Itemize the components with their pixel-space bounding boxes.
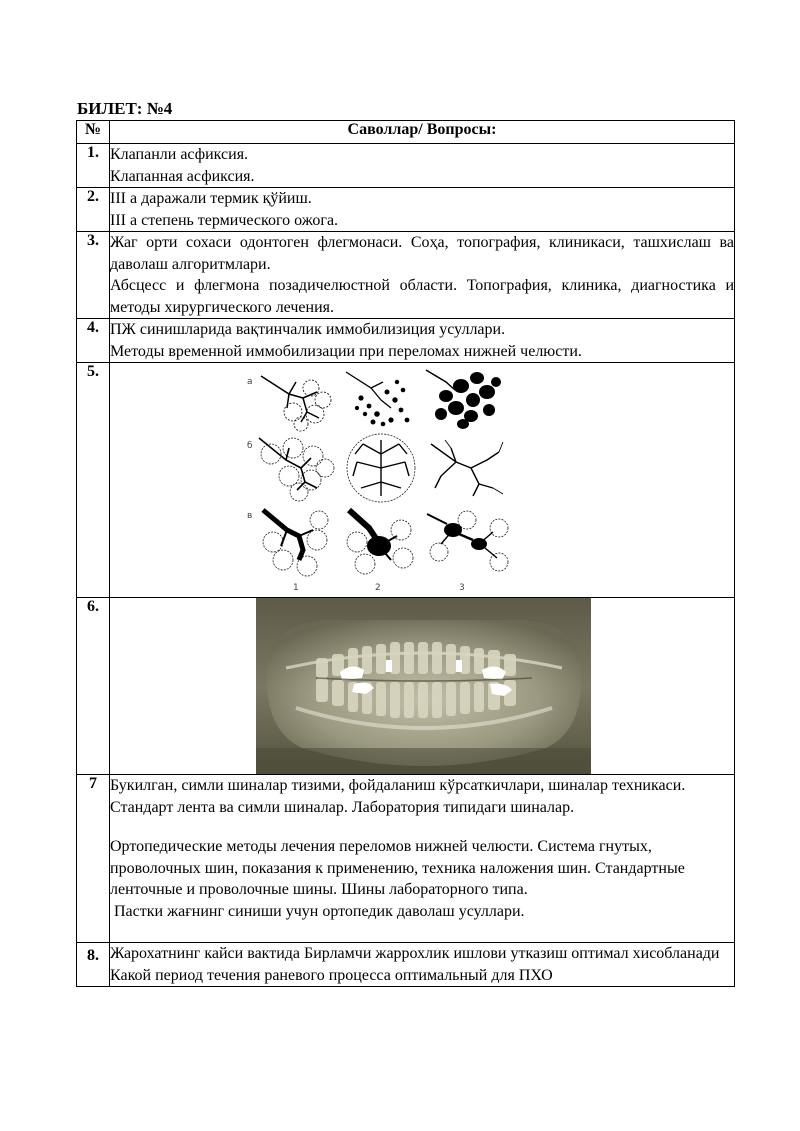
question-line-ru: Методы временной иммобилизации при переломах нижней челюсти. bbox=[110, 342, 582, 360]
gland-drawing-b3 bbox=[431, 440, 503, 496]
question-text bbox=[110, 943, 735, 987]
question-number: 7 bbox=[77, 775, 110, 943]
question-row-1 bbox=[77, 144, 735, 188]
questions-table bbox=[76, 120, 735, 987]
question-text bbox=[110, 188, 735, 232]
question-number: 1. bbox=[77, 144, 110, 188]
figure-col-label-3: 3 bbox=[459, 583, 465, 593]
question-row-8 bbox=[77, 943, 735, 987]
question-row-6 bbox=[77, 598, 735, 775]
gland-drawing-b1 bbox=[259, 438, 334, 501]
gland-drawing-a1 bbox=[261, 376, 331, 431]
question-number: 8. bbox=[77, 943, 110, 987]
figure-cell bbox=[110, 363, 735, 598]
question-row-3 bbox=[77, 232, 735, 319]
question-number: 4. bbox=[77, 319, 110, 363]
question-text bbox=[110, 775, 735, 943]
question-line-ru: III а степень термического ожога. bbox=[110, 211, 339, 229]
question-line-uz: Жаг орти сохаси одонтоген флегмонаси. Соҳа, топография, клиникаси, ташхислаш ва даволаш алгоритмлари. bbox=[110, 234, 734, 273]
question-text bbox=[110, 232, 735, 319]
question-line-ru: Клапанная асфиксия. bbox=[110, 167, 255, 185]
gland-drawing-c1 bbox=[263, 510, 328, 576]
question-line-uz: Жарохатнинг кайси вактида Бирламчи жаррохлик ишлови утказиш оптимал хисобланади bbox=[110, 945, 720, 962]
gland-drawing-c3 bbox=[427, 511, 508, 571]
figure-row-label-c: в bbox=[247, 511, 253, 521]
question-line-uz-2: Пастки жағнинг синиши учун ортопедик даволаш усуллари. bbox=[110, 902, 525, 920]
question-row-7 bbox=[77, 775, 735, 943]
panoramic-xray-image bbox=[256, 598, 591, 774]
question-number: 2. bbox=[77, 188, 110, 232]
table-header-row bbox=[77, 121, 735, 144]
question-line-ru: Ортопедические методы лечения переломов нижней челюсти. Система гнутых, проволочных шин, показания к применению, техника наложения шин. Стандартные ленточные и проволочные шины. Шины лабораторного типа. bbox=[110, 838, 685, 898]
figure-row-label-a: а bbox=[247, 377, 253, 387]
figure-col-label-2: 2 bbox=[375, 583, 381, 593]
question-line-uz: Клапанли асфиксия. bbox=[110, 146, 249, 163]
question-number: 6. bbox=[77, 598, 110, 775]
gland-drawing-c2 bbox=[347, 510, 413, 574]
ticket-title: БИЛЕТ: №4 bbox=[77, 99, 173, 118]
gland-drawing-a3 bbox=[426, 370, 501, 429]
question-line-uz: Букилган, симли шиналар тизими, фойдаланиш кўрсаткичлари, шиналар техникаси. Стандарт лента ва симли шиналар. Лаборатория типидаги шиналар. bbox=[110, 777, 686, 816]
figure-row-label-b: б bbox=[247, 441, 253, 451]
number-column-header: № bbox=[77, 121, 110, 144]
gland-drawing-a2 bbox=[346, 372, 409, 426]
xray-cell bbox=[110, 598, 735, 775]
question-line-uz: III а даражали термик қўйиш. bbox=[110, 190, 312, 207]
question-row-5 bbox=[77, 363, 735, 598]
question-text bbox=[110, 144, 735, 188]
question-row-4 bbox=[77, 319, 735, 363]
question-line-uz: ПЖ синишларида вақтинчалик иммобилизиция усуллари. bbox=[110, 321, 506, 338]
question-number: 3. bbox=[77, 232, 110, 319]
question-line-ru: Абсцесс и флегмона позадичелюстной области. Топография, клиника, диагностика и методы хирургического лечения. bbox=[110, 277, 734, 316]
questions-column-header: Саволлар/ Вопросы: bbox=[110, 121, 735, 144]
question-number: 5. bbox=[77, 363, 110, 598]
salivary-gland-figure bbox=[241, 364, 531, 596]
gland-drawing-b2 bbox=[347, 434, 415, 502]
question-text bbox=[110, 319, 735, 363]
figure-col-label-1: 1 bbox=[293, 583, 299, 593]
question-row-2 bbox=[77, 188, 735, 232]
question-line-ru: Какой период течения раневого процесса оптимальный для ПХО bbox=[110, 966, 553, 984]
